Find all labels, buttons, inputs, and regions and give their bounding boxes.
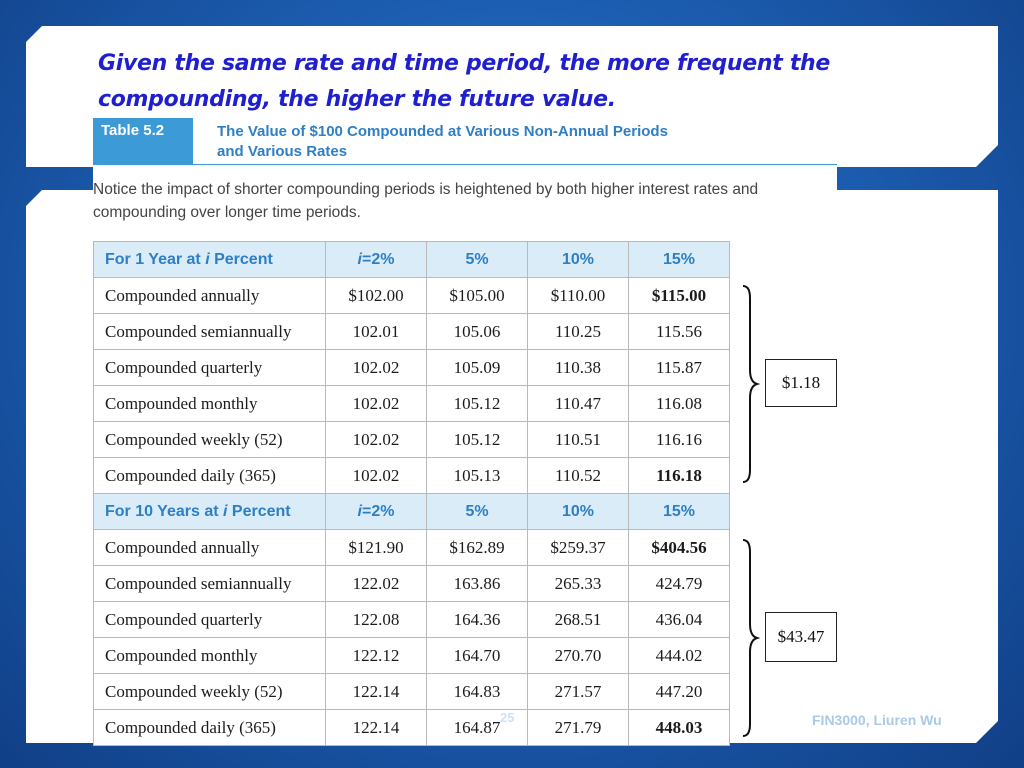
row-label: Compounded weekly (52) [94,674,326,710]
cell: 271.57 [528,674,629,710]
cell: 164.87 [427,710,528,746]
cell: 110.47 [528,386,629,422]
cell: 105.09 [427,350,528,386]
row-label: Compounded quarterly [94,350,326,386]
cell: 444.02 [629,638,730,674]
rate-header-2: i=2% [326,494,427,530]
section-header-1-year [94,242,730,278]
table-caption [217,122,817,162]
table-row [94,278,730,314]
row-label: Compounded semiannually [94,314,326,350]
row-label: Compounded quarterly [94,602,326,638]
cell: 110.38 [528,350,629,386]
row-label: Compounded annually [94,530,326,566]
cell: 424.79 [629,566,730,602]
table-caption-line-1: The Value of $100 Compounded at Various Non-Annual Periods [217,123,668,140]
row-label: Compounded daily (365) [94,458,326,494]
right-brace-icon [740,284,760,484]
cell: 102.01 [326,314,427,350]
cell: 163.86 [427,566,528,602]
cell: 115.56 [629,314,730,350]
cell: 102.02 [326,458,427,494]
cell: 105.06 [427,314,528,350]
cell: $102.00 [326,278,427,314]
slide-title: Given the same rate and time period, the more frequent the compounding, the higher the future value. [98,51,831,112]
rate-header-5: 5% [427,242,528,278]
rate-header-15: 15% [629,242,730,278]
compounding-table [93,241,730,746]
cell: $110.00 [528,278,629,314]
section-header-label: For 1 Year at i Percent [94,242,326,278]
cell: $404.56 [629,530,730,566]
table-header [93,118,837,165]
row-label: Compounded annually [94,278,326,314]
cell: 164.70 [427,638,528,674]
cell: 270.70 [528,638,629,674]
slide-footer: FIN3000, Liuren Wu [812,712,942,728]
cell: $162.89 [427,530,528,566]
cell: 116.16 [629,422,730,458]
cell: $121.90 [326,530,427,566]
rate-header-15: 15% [629,494,730,530]
difference-callout-10-years: $43.47 [765,612,837,662]
rate-header-2: i=2% [326,242,427,278]
cell: 436.04 [629,602,730,638]
cell: 105.13 [427,458,528,494]
cell: 102.02 [326,386,427,422]
slide-number: 25 [500,710,515,725]
row-label: Compounded semiannually [94,566,326,602]
cell: 447.20 [629,674,730,710]
table-row [94,458,730,494]
cell: 116.08 [629,386,730,422]
table-row [94,674,730,710]
row-label: Compounded weekly (52) [94,422,326,458]
table-note: Notice the impact of shorter compounding periods is heightened by both higher interest rates and compounding over longer time periods. [93,181,759,221]
cell: 102.02 [326,350,427,386]
table-caption-line-2: and Various Rates [217,143,348,160]
row-label: Compounded monthly [94,386,326,422]
cell: 448.03 [629,710,730,746]
cell: 110.51 [528,422,629,458]
table-row [94,710,730,746]
cell: 115.87 [629,350,730,386]
table-row [94,314,730,350]
table-row [94,602,730,638]
table-row [94,422,730,458]
table-row [94,566,730,602]
row-label: Compounded monthly [94,638,326,674]
cell: 164.83 [427,674,528,710]
cell: 116.18 [629,458,730,494]
cell: 271.79 [528,710,629,746]
cell: $105.00 [427,278,528,314]
rate-header-5: 5% [427,494,528,530]
rate-header-10: 10% [528,494,629,530]
cell: 164.36 [427,602,528,638]
difference-callout-1-year: $1.18 [765,359,837,407]
row-label: Compounded daily (365) [94,710,326,746]
cell: $259.37 [528,530,629,566]
table-label: Table 5.2 [93,118,193,164]
cell: 110.52 [528,458,629,494]
rate-header-10: 10% [528,242,629,278]
table-row [94,350,730,386]
section-header-10-years [94,494,730,530]
table-row [94,638,730,674]
cell: 105.12 [427,422,528,458]
cell: $115.00 [629,278,730,314]
right-brace-icon [740,538,760,738]
cell: 265.33 [528,566,629,602]
cell: 105.12 [427,386,528,422]
cell: 122.12 [326,638,427,674]
cell: 268.51 [528,602,629,638]
table-row [94,530,730,566]
cell: 110.25 [528,314,629,350]
cell: 122.14 [326,710,427,746]
table-row [94,386,730,422]
cell: 102.02 [326,422,427,458]
cell: 122.14 [326,674,427,710]
section-header-label: For 10 Years at i Percent [94,494,326,530]
cell: 122.02 [326,566,427,602]
cell: 122.08 [326,602,427,638]
